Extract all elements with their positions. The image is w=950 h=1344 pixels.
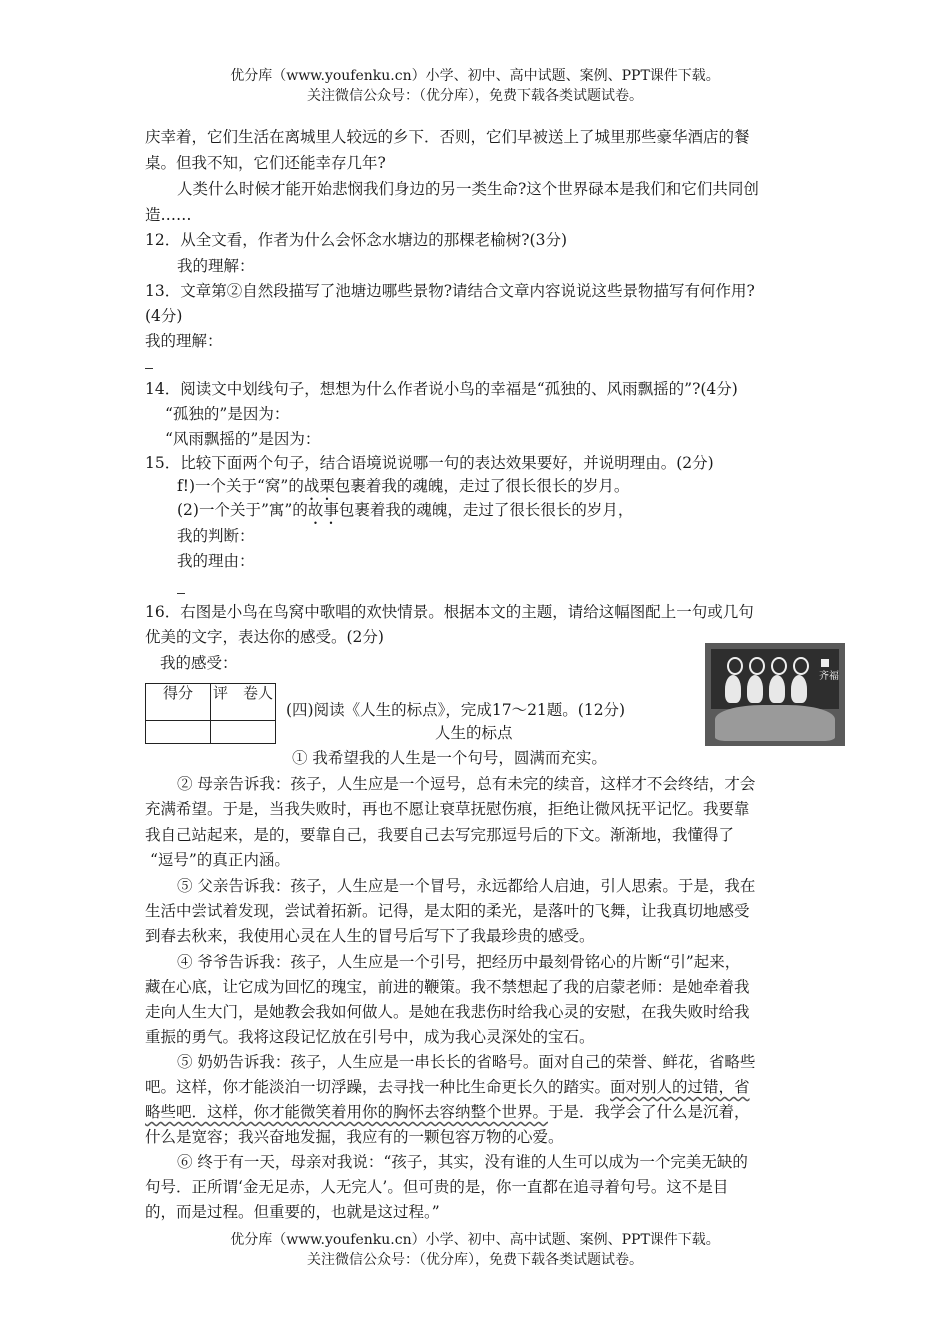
article-title: 人生的标点 [435, 724, 513, 742]
answer-label: 我的感受： [160, 654, 238, 672]
question-12: 12．从全文看，作者为什么会怀念水塘边的那棵老榆树?(3分) [145, 231, 567, 249]
bird-nest-picture [705, 643, 845, 746]
answer-label: 我的判断： [177, 527, 255, 545]
essay-line: 我自己站起来，是的，要靠自己，我要自己去写完那逗号后的下文。渐渐地，我懂得了 [145, 826, 735, 844]
score-cell[interactable] [146, 721, 211, 744]
page-footer [0, 1230, 950, 1270]
picture-caption: 齐福 [819, 671, 839, 682]
paragraph-line: 桌。但我不知，它们还能幸存几年? [145, 154, 386, 172]
paragraph-line: 庆幸着，它们生活在离城里人较远的乡下．否则，它们早被送上了城里那些豪华酒店的餐 [145, 128, 750, 146]
grader-cell[interactable] [211, 721, 276, 744]
essay-line: ⑤ 奶奶告诉我：孩子，人生应是一串长长的省略号。面对自己的荣誉、鲜花，省略些 [177, 1053, 756, 1071]
essay-text: 吧。这样，你才能淡泊一切浮躁，去寻找一种比生命更长久的踏实。 [145, 1078, 611, 1096]
essay-line: 什么是宽容；我兴奋地发掘，我应有的一颗包容万物的心爱。 [145, 1128, 564, 1146]
essay-line: 生活中尝试着发现，尝试着拓新。记得，是太阳的柔光，是落叶的飞舞，让我真切地感受 [145, 902, 750, 920]
sentence-1-post: 包裹着我的魂魄，走过了很长很长的岁月。 [334, 477, 630, 495]
essay-line: ⑤ 父亲告诉我：孩子，人生应是一个冒号，永远都给人启迪，引人思索。于是，我在 [177, 877, 756, 895]
essay-line [145, 1100, 750, 1124]
paragraph-line: 造…… [145, 206, 192, 224]
question-16: 16．右图是小鸟在鸟窝中歌唱的欢快情景。根据本文的主题，请给这幅图配上一句或几句 [145, 603, 754, 621]
section-4-intro: (四)阅读《人生的标点》，完成17～21题。(12分) [286, 701, 626, 719]
emphasized-word: 战栗 [303, 477, 335, 495]
emphasized-word: 故事 [307, 501, 339, 519]
essay-line [145, 1075, 750, 1099]
essay-line: ② 母亲告诉我：孩子，人生应是一个逗号，总有未完的续音，这样才不会终结，才会 [177, 775, 756, 793]
sentence-1-pre: f!)一个关于“窝”的 [177, 477, 304, 495]
essay-line: ⑥ 终于有一天，母亲对我说：“孩子，其实，没有谁的人生可以成为一个完美无缺的 [177, 1153, 748, 1171]
question-14: 14．阅读文中划线句子，想想为什么作者说小鸟的幸福是“孤独的、风雨飘摇的”?(4分) [145, 380, 738, 398]
essay-line: 句号．正所谓‘金无足赤，人无完人’。但可贵的是，你一直都在追寻着句号。这不是目 [145, 1178, 729, 1196]
answer-label: 我的理由： [177, 552, 255, 570]
footer-line-1: 优分库（www.youfenku.cn）小学、初中、高中试题、案例、PPT课件下载。 [230, 1232, 720, 1248]
answer-label: 我的理解： [145, 332, 223, 350]
essay-line: “逗号”的真正内涵。 [150, 851, 290, 869]
essay-line: 藏在心底，让它成为回忆的瑰宝，前进的鞭策。我不禁想起了我的启蒙老师：是她牵着我 [145, 978, 750, 996]
score-table [145, 683, 276, 744]
header-line-1: 优分库（www.youfenku.cn）小学、初中、高中试题、案例、PPT课件下载。 [230, 68, 720, 84]
footer-line-2: 关注微信公众号：（优分库），免费下载各类试题试卷。 [307, 1252, 643, 1268]
answer-blank[interactable] [177, 593, 185, 594]
answer-label: “孤独的”是因为： [165, 405, 290, 423]
essay-line: 的，而是过程。但重要的，也就是这过程。” [145, 1203, 440, 1221]
header-line-2: 关注微信公众号：（优分库），免费下载各类试题试卷。 [307, 88, 643, 104]
underlined-sentence: 略些吧．这样，你才能微笑着用你的胸怀去容纳整个世界。 [145, 1103, 549, 1121]
essay-line: 充满希望。于是，当我失败时，再也不愿让衰草抚慰伤痕，拒绝让微风抚平记忆。我要靠 [145, 800, 750, 818]
answer-label: “风雨飘摇的”是因为： [165, 430, 321, 448]
sentence-2-pre: (2)一个关于”寓”的 [177, 501, 308, 519]
essay-line: ④ 爷爷告诉我：孩子，人生应是一个引号，把经历中最刻骨铭心的片断“引”起来， [177, 953, 741, 971]
sentence-2-post: 包裹着我的魂魄，走过了很长很长的岁月， [338, 501, 634, 519]
essay-line: ① 我希望我的人生是一个句号，圆满而充实。 [292, 749, 607, 767]
essay-line: 重振的勇气。我将这段记忆放在引号中，成为我心灵深处的宝石。 [145, 1028, 595, 1046]
question-13: 13．文章第②自然段描写了池塘边哪些景物?请结合文章内容说说这些景物描写有何作用? [145, 282, 755, 300]
essay-text: 于是．我学会了什么是沉着， [548, 1103, 750, 1121]
grader-header: 评 卷人 [211, 684, 276, 721]
underlined-sentence: 面对别人的过错，省 [610, 1078, 750, 1096]
essay-line: 走向人生大门，是她教会我如何做人。是她在我悲伤时给我心灵的安慰，在我失败时给我 [145, 1003, 750, 1021]
score-header: 得分 [146, 684, 211, 721]
page-header [0, 66, 950, 106]
question-13-cont: (4分) [145, 307, 183, 325]
essay-line: 到春去秋来，我使用心灵在人生的冒号后写下了我最珍贵的感受。 [145, 927, 595, 945]
answer-blank[interactable] [145, 368, 153, 369]
paragraph-line: 人类什么时候才能开始悲悯我们身边的另一类生命?这个世界碌本是我们和它们共同创 [177, 180, 759, 198]
question-16-cont: 优美的文字，表达你的感受。(2分) [145, 628, 384, 646]
question-15: 15．比较下面两个句子，结合语境说说哪一句的表达效果要好，并说明理由。(2分) [145, 454, 714, 472]
answer-label: 我的理解： [177, 257, 255, 275]
